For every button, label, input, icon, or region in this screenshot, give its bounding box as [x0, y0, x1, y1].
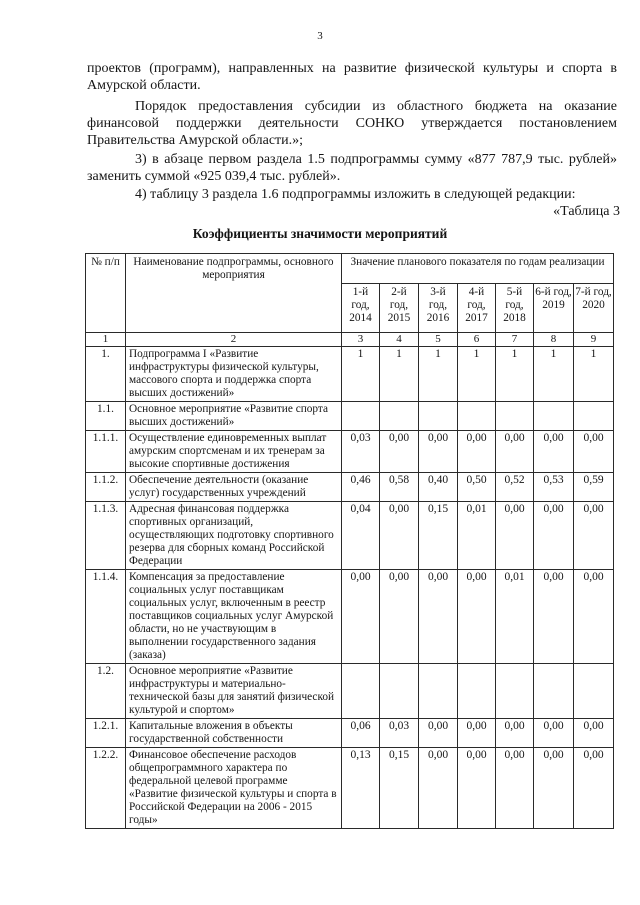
table-row [86, 570, 614, 664]
row-value: 0,59 [574, 473, 614, 502]
row-value: 0,15 [380, 748, 419, 829]
column-number: 7 [496, 333, 534, 347]
table-row [86, 664, 614, 719]
row-value: 0,01 [496, 570, 534, 664]
row-value: 0,00 [380, 570, 419, 664]
row-value: 0,13 [342, 748, 380, 829]
row-value: 0,01 [458, 502, 496, 570]
table-row [86, 748, 614, 829]
coefficients-table [85, 253, 614, 829]
table-caption-label: «Таблица 3 [553, 204, 620, 219]
column-number: 8 [534, 333, 574, 347]
row-value: 0,00 [534, 570, 574, 664]
row-value: 0,06 [342, 719, 380, 748]
page-number: 3 [317, 30, 323, 42]
row-value: 0,00 [380, 431, 419, 473]
table-row [86, 719, 614, 748]
header-group: Значение планового показателя по годам реализации [342, 254, 614, 284]
column-number: 9 [574, 333, 614, 347]
row-value: 0,00 [419, 748, 458, 829]
row-value [458, 402, 496, 431]
row-value: 0,00 [496, 502, 534, 570]
row-value: 1 [380, 347, 419, 402]
row-value: 0,00 [496, 719, 534, 748]
row-number: 1. [86, 347, 126, 402]
row-number: 1.1.3. [86, 502, 126, 570]
row-name: Основное мероприятие «Развитие инфраструктуры и материально-технической базы для занятий физической культурой и спортом» [126, 664, 342, 719]
row-value: 0,53 [534, 473, 574, 502]
row-value: 0,00 [458, 719, 496, 748]
row-name: Адресная финансовая поддержка спортивных организаций, осуществляющих подготовку спортивного резерва для сборных команд Российской Федерации [126, 502, 342, 570]
header-year: 5-й год, 2018 [496, 284, 534, 333]
row-name: Подпрограмма I «Развитие инфраструктуры физической культуры, массового спорта и поддержка спорта высших достижений» [126, 347, 342, 402]
row-value [496, 402, 534, 431]
row-value [380, 664, 419, 719]
table-row [86, 347, 614, 402]
row-value: 0,00 [534, 431, 574, 473]
row-value: 0,00 [574, 748, 614, 829]
table-row [86, 402, 614, 431]
row-name: Компенсация за предоставление социальных услуг поставщикам социальных услуг, включенным в реестр поставщиков социальных услуг Амурской области, но не участвующим в выполнении государственного задания (заказа) [126, 570, 342, 664]
row-number: 1.1.4. [86, 570, 126, 664]
row-value: 1 [534, 347, 574, 402]
row-value: 0,46 [342, 473, 380, 502]
row-value [380, 402, 419, 431]
row-value: 0,00 [574, 431, 614, 473]
paragraph-1: проектов (программ), направленных на развитие физической культуры и спорта в Амурской области. [87, 61, 617, 93]
row-number: 1.2. [86, 664, 126, 719]
row-value: 0,00 [458, 570, 496, 664]
row-name: Обеспечение деятельности (оказание услуг) государственных учреждений [126, 473, 342, 502]
column-number: 4 [380, 333, 419, 347]
paragraph-2: Порядок предоставления субсидии из областного бюджета на оказание финансовой поддержки деятельности СОНКО утверждается постановлением Правительства Амурской области.»; [87, 99, 617, 148]
row-value [419, 664, 458, 719]
row-number: 1.1.2. [86, 473, 126, 502]
row-value: 0,00 [458, 748, 496, 829]
row-value: 1 [342, 347, 380, 402]
row-value [342, 402, 380, 431]
table-title: Коэффициенты значимости мероприятий [192, 226, 448, 241]
row-value: 0,50 [458, 473, 496, 502]
column-number: 2 [126, 333, 342, 347]
column-number: 1 [86, 333, 126, 347]
row-name: Основное мероприятие «Развитие спорта высших достижений» [126, 402, 342, 431]
column-number: 5 [419, 333, 458, 347]
row-value: 0,00 [534, 719, 574, 748]
row-value [534, 402, 574, 431]
row-value: 0,00 [419, 719, 458, 748]
row-value [496, 664, 534, 719]
row-value [419, 402, 458, 431]
row-value [574, 664, 614, 719]
row-number: 1.1. [86, 402, 126, 431]
row-value: 0,00 [534, 748, 574, 829]
row-value: 0,00 [574, 570, 614, 664]
column-number: 6 [458, 333, 496, 347]
row-value: 0,00 [458, 431, 496, 473]
header-year: 7-й год, 2020 [574, 284, 614, 333]
row-value: 0,00 [574, 502, 614, 570]
header-num: № п/п [86, 254, 126, 333]
row-value: 1 [574, 347, 614, 402]
paragraph-4: 4) таблицу 3 раздела 1.6 подпрограммы изложить в следующей редакции: [135, 187, 576, 202]
row-value: 1 [419, 347, 458, 402]
header-year: 2-й год, 2015 [380, 284, 419, 333]
row-value [574, 402, 614, 431]
row-value [342, 664, 380, 719]
row-value: 0,03 [342, 431, 380, 473]
table-row [86, 502, 614, 570]
row-value: 0,00 [574, 719, 614, 748]
row-name: Капитальные вложения в объекты государственной собственности [126, 719, 342, 748]
row-value: 0,00 [380, 502, 419, 570]
row-name: Финансовое обеспечение расходов общепрограммного характера по федеральной целевой программе «Развитие физической культуры и спорта в Российской Федерации на 2006 - 2015 годы» [126, 748, 342, 829]
paragraph-3: 3) в абзаце первом раздела 1.5 подпрограммы сумму «877 787,9 тыс. рублей» заменить суммой «925 039,4 тыс. рублей». [87, 152, 617, 184]
row-number: 1.2.1. [86, 719, 126, 748]
row-value: 0,00 [419, 431, 458, 473]
row-value: 1 [496, 347, 534, 402]
table-row [86, 473, 614, 502]
row-name: Осуществление единовременных выплат амурским спортсменам и их тренерам за высокие спортивные достижения [126, 431, 342, 473]
row-value: 0,58 [380, 473, 419, 502]
row-value [534, 664, 574, 719]
row-value: 0,00 [419, 570, 458, 664]
header-name: Наименование подпрограммы, основного мероприятия [126, 254, 342, 333]
row-value: 0,40 [419, 473, 458, 502]
row-value [458, 664, 496, 719]
header-year: 4-й год, 2017 [458, 284, 496, 333]
header-year: 3-й год, 2016 [419, 284, 458, 333]
column-number: 3 [342, 333, 380, 347]
row-value: 0,15 [419, 502, 458, 570]
row-value: 0,03 [380, 719, 419, 748]
header-year: 6-й год, 2019 [534, 284, 574, 333]
row-value: 1 [458, 347, 496, 402]
row-value: 0,00 [496, 431, 534, 473]
row-number: 1.1.1. [86, 431, 126, 473]
row-value: 0,00 [496, 748, 534, 829]
table-row [86, 431, 614, 473]
row-value: 0,04 [342, 502, 380, 570]
row-value: 0,00 [534, 502, 574, 570]
row-number: 1.2.2. [86, 748, 126, 829]
header-year: 1-й год, 2014 [342, 284, 380, 333]
row-value: 0,00 [342, 570, 380, 664]
row-value: 0,52 [496, 473, 534, 502]
